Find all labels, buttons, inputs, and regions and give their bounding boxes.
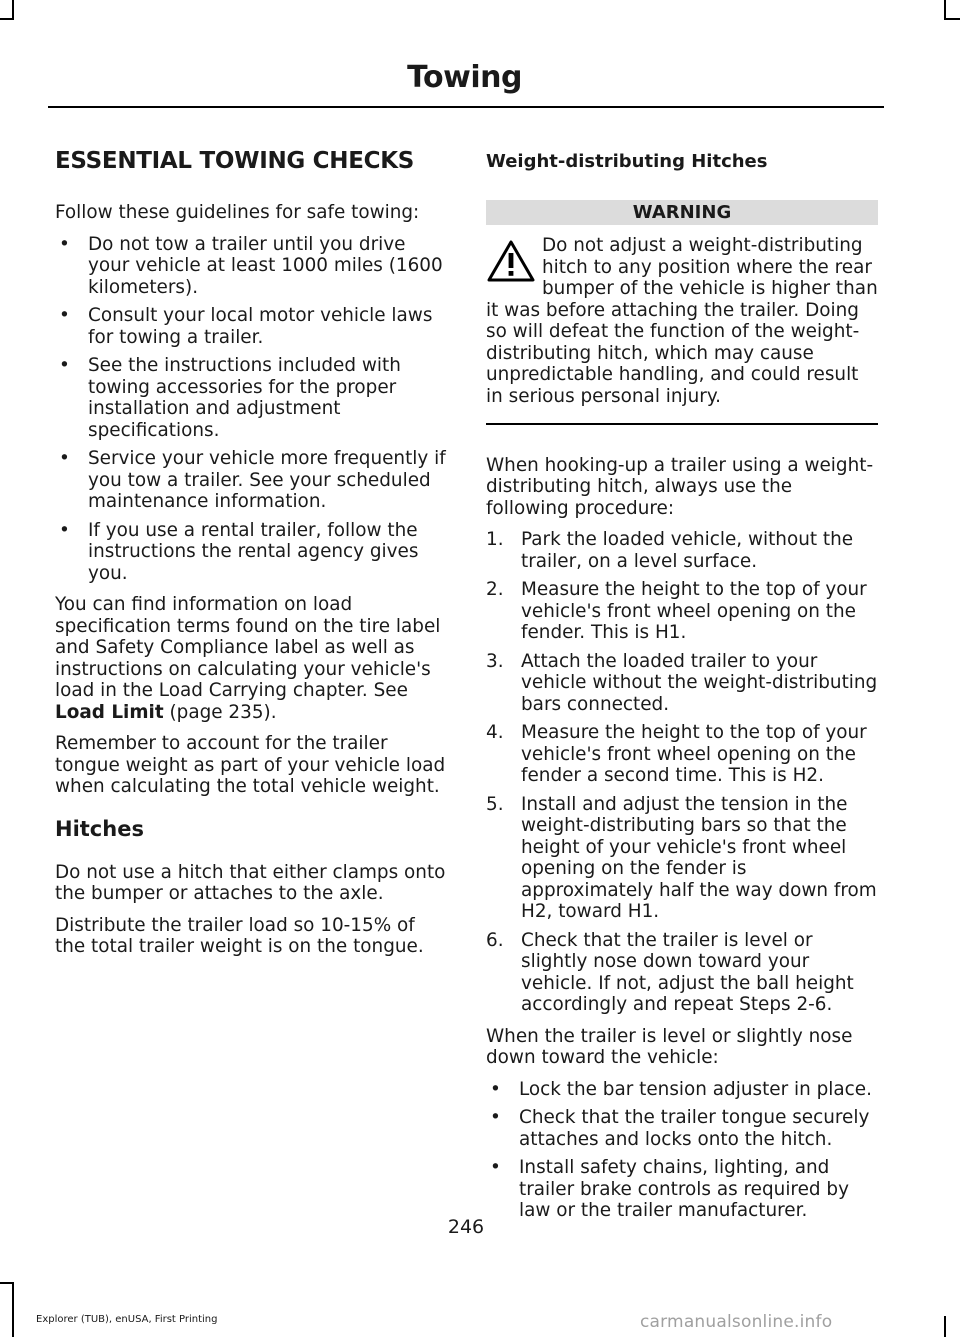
bullet-icon: • [59, 233, 70, 255]
crop-mark-top-left-h [0, 18, 14, 20]
intro-text: Follow these guidelines for safe towing: [55, 202, 420, 223]
warning-rule [486, 423, 878, 425]
warning-triangle-icon [486, 239, 536, 283]
page-number: 246 [447, 1216, 485, 1238]
bullet-icon: • [59, 448, 70, 469]
hitches-title: Hitches [55, 816, 144, 841]
crop-mark-bottom-left-h [0, 1282, 14, 1284]
warning-text: Do not adjust a weight-distributing hitch to any position where the rear bumper of the vehicle is higher than it was before attaching the trailer. Doing so will defeat the function of the weight-distributing hitch, which may cause unpredictable handling, and could result in serious personal injury. [486, 235, 878, 407]
list-item: 3. Attach the loaded trailer to your vehicle without the weight-distributing bars connected. [486, 650, 878, 715]
procedure-steps [486, 529, 878, 1016]
list-item: 1. Park the loaded vehicle, without the trailer, on a level surface. [486, 529, 854, 572]
hitches-paragraph-1: Do not use a hitch that either clamps onto the bumper or attaches to the axle. [55, 861, 446, 904]
load-info-paragraph: You can find information on load specification terms found on the tire label and Safety Compliance label as well as instructions on calculating your vehicle's load in the Load Carrying chapter. See Load Limit (page 235). [55, 594, 441, 723]
crop-mark-top-right-v [944, 0, 946, 20]
list-item: • Consult your local motor vehicle laws for towing a trailer. [59, 305, 433, 348]
bullet-icon: • [59, 355, 70, 376]
crop-mark-bottom-right-v [944, 1316, 946, 1337]
header-rule [48, 106, 884, 108]
left-column [55, 146, 447, 968]
procedure-intro: When hooking-up a trailer using a weight-distributing hitch, always use the following procedure: [486, 454, 874, 519]
warning-box [486, 235, 878, 407]
list-item: • Lock the bar tension adjuster in place. [490, 1078, 872, 1100]
crop-mark-bottom-left-v [12, 1282, 14, 1337]
list-item: • Service your vehicle more frequently if you tow a trailer. See your scheduled maintenance information. [59, 448, 446, 512]
bullet-icon: • [59, 519, 70, 541]
list-item: 4. Measure the height to the top of your vehicle's front wheel opening on the fender a second time. This is H2. [486, 722, 867, 786]
list-item: 2. Measure the height to the top of your vehicle's front wheel opening on the fender. This is H1. [486, 579, 867, 643]
hitches-paragraph-2: Distribute the trailer load so 10-15% of the total trailer weight is on the tongue. [55, 914, 424, 957]
crop-mark-top-right-h [944, 18, 960, 20]
bullet-icon: • [490, 1157, 501, 1178]
level-checks-list [486, 1079, 878, 1222]
level-intro: When the trailer is level or slightly nose down toward the vehicle: [486, 1025, 853, 1068]
bullet-icon: • [490, 1107, 501, 1128]
section-title: ESSENTIAL TOWING CHECKS [55, 148, 414, 174]
subsection-title: Weight-distributing Hitches [486, 151, 768, 172]
list-item: • If you use a rental trailer, follow the instructions the rental agency gives you. [59, 519, 419, 584]
list-item: • Check that the trailer tongue securely attaches and locks onto the hitch. [490, 1107, 870, 1150]
list-item: 6. Check that the trailer is level or slightly nose down toward your vehicle. If not, adjust the ball height accordingly and repeat Steps 2-6. [486, 929, 854, 1015]
list-item: • Do not tow a trailer until you drive your vehicle at least 1000 miles (1600 kilometers). [59, 233, 443, 298]
list-item: • Install safety chains, lighting, and trailer brake controls as required by law or the trailer manufacturer. [490, 1157, 849, 1221]
watermark: carmanualsonline.info [640, 1312, 833, 1332]
guidelines-list [55, 234, 447, 585]
list-item: • See the instructions included with towing accessories for the proper installation and adjustment specifications. [59, 355, 401, 441]
page-header-title: Towing [407, 60, 522, 95]
bullet-icon: • [59, 305, 70, 326]
crop-mark-top-left-v [12, 0, 14, 20]
right-column [486, 146, 878, 1232]
remember-paragraph: Remember to account for the trailer tongue weight as part of your vehicle load when calculating the total vehicle weight. [55, 733, 446, 797]
warning-label: WARNING [486, 200, 878, 225]
list-item: 5. Install and adjust the tension in the weight-distributing bars so that the height of your vehicle's front wheel opening on the fender is approximately half the way down from H2, toward H1. [486, 793, 877, 922]
bullet-icon: • [490, 1078, 501, 1100]
load-limit-link[interactable]: Load Limit [55, 701, 164, 723]
footer-edition: Explorer (TUB), enUSA, First Printing [36, 1314, 218, 1325]
